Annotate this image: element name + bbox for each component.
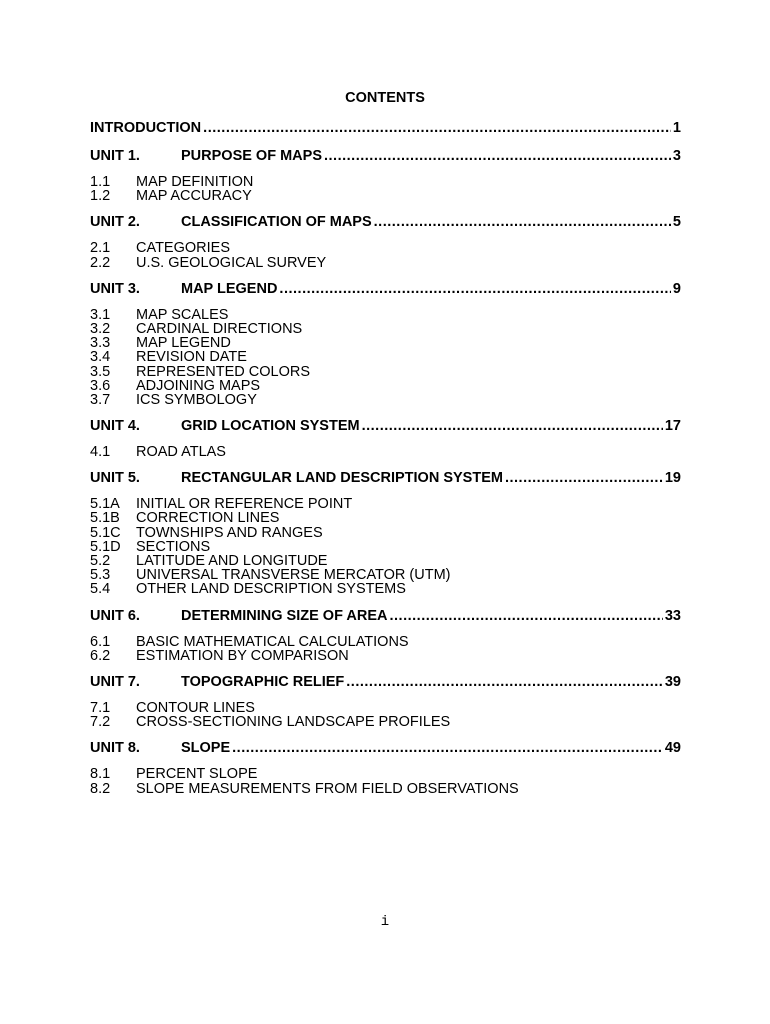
subsection-number: 4.1 [90, 444, 111, 461]
subsection-title: ICS SYMBOLOGY [136, 391, 257, 408]
toc-unit-number: UNIT 6. [90, 607, 140, 624]
subsection-title: U.S. GEOLOGICAL SURVEY [136, 254, 327, 271]
subsection-title: TOWNSHIPS AND RANGES [136, 524, 323, 541]
toc-subsection[interactable] [90, 175, 681, 189]
subsection-number: 3.6 [90, 377, 111, 394]
subsection-number: 2.1 [90, 240, 111, 257]
toc-subsection-list [90, 445, 681, 459]
toc-entry-introduction[interactable] [90, 119, 681, 137]
subsection-number: 3.4 [90, 349, 111, 366]
toc-subsection-list [90, 241, 681, 269]
subsection-number: 5.3 [90, 567, 111, 584]
toc-subsection[interactable] [90, 782, 681, 796]
toc-entry-title: MAP LEGEND [181, 280, 278, 297]
subsection-number: 3.7 [90, 391, 111, 408]
subsection-number: 1.1 [90, 174, 111, 190]
subsection-title: ESTIMATION BY COMPARISON [136, 647, 349, 664]
toc-subsection[interactable] [90, 540, 681, 554]
toc-subsection[interactable] [90, 715, 681, 729]
toc-page-number: 33 [664, 607, 681, 624]
toc-subsection-list [90, 175, 681, 203]
subsection-number: 3.2 [90, 320, 111, 337]
toc-subsection[interactable] [90, 365, 681, 379]
toc-subsection[interactable] [90, 568, 681, 582]
subsection-number: 6.2 [90, 647, 111, 664]
subsection-number: 8.1 [90, 766, 111, 783]
subsection-number: 3.5 [90, 363, 111, 380]
toc-entry-title: SLOPE [181, 740, 231, 757]
toc-subsection[interactable] [90, 189, 681, 203]
toc-page-number: 17 [664, 418, 681, 435]
subsection-title: MAP SCALES [136, 306, 229, 323]
toc-subsection[interactable] [90, 241, 681, 255]
toc-subsection[interactable] [90, 322, 681, 336]
toc-entry-unit[interactable] [90, 739, 681, 757]
toc-subsection[interactable] [90, 336, 681, 350]
subsection-title: CROSS-SECTIONING LANDSCAPE PROFILES [136, 714, 451, 731]
toc-unit-number: UNIT 5. [90, 470, 140, 487]
subsection-title: CORRECTION LINES [136, 510, 280, 527]
toc-subsection[interactable] [90, 649, 681, 663]
toc-entry-title: PURPOSE OF MAPS [181, 148, 322, 164]
toc-unit-number: UNIT 7. [90, 673, 140, 690]
toc-subsection-list [90, 635, 681, 663]
toc-page-number: 1 [672, 120, 681, 136]
dot-leader [346, 673, 663, 691]
toc-page-number: 49 [664, 740, 681, 757]
toc-subsection[interactable] [90, 701, 681, 715]
subsection-number: 5.1A [90, 496, 120, 513]
dot-leader [232, 739, 663, 757]
dot-leader [390, 607, 663, 625]
subsection-title: ROAD ATLAS [136, 444, 226, 461]
toc-subsection-list [90, 308, 681, 407]
subsection-number: 2.2 [90, 254, 111, 271]
subsection-title: SECTIONS [136, 538, 211, 555]
subsection-title: CATEGORIES [136, 240, 230, 257]
toc-subsection[interactable] [90, 393, 681, 407]
subsection-title: REVISION DATE [136, 349, 247, 366]
subsection-title: BASIC MATHEMATICAL CALCULATIONS [136, 633, 409, 650]
toc-subsection[interactable] [90, 497, 681, 511]
toc-subsection-list [90, 767, 681, 795]
toc-subsection-list [90, 701, 681, 729]
subsection-number: 8.2 [90, 780, 111, 797]
toc-subsection[interactable] [90, 635, 681, 649]
toc-page-number: 5 [672, 214, 681, 231]
dot-leader [505, 469, 663, 487]
toc-unit-number: UNIT 8. [90, 740, 140, 757]
subsection-number: 3.1 [90, 306, 111, 323]
subsection-number: 5.1C [90, 524, 121, 541]
subsection-number: 5.1B [90, 510, 120, 527]
subsection-title: UNIVERSAL TRANSVERSE MERCATOR (UTM) [136, 567, 451, 584]
dot-leader [324, 147, 671, 165]
subsection-number: 5.4 [90, 581, 111, 598]
toc-subsection[interactable] [90, 526, 681, 540]
subsection-title: MAP ACCURACY [136, 188, 252, 205]
subsection-number: 6.1 [90, 633, 111, 650]
dot-leader [279, 280, 671, 298]
subsection-title: OTHER LAND DESCRIPTION SYSTEMS [136, 581, 406, 598]
subsection-number: 5.1D [90, 538, 121, 555]
toc-subsection-list [90, 497, 681, 596]
toc-entry-title: INTRODUCTION [90, 120, 202, 136]
toc-entry-unit[interactable] [90, 213, 681, 231]
toc-subsection[interactable] [90, 511, 681, 525]
subsection-number: 7.1 [90, 699, 111, 716]
toc-unit-number: UNIT 4. [90, 418, 140, 435]
toc-subsection[interactable] [90, 582, 681, 596]
table-of-contents [90, 119, 681, 806]
toc-unit-number: UNIT 1. [90, 148, 140, 164]
contents-title: CONTENTS [345, 90, 425, 106]
toc-entry-title: CLASSIFICATION OF MAPS [181, 214, 372, 231]
toc-subsection[interactable] [90, 256, 681, 270]
subsection-title: LATITUDE AND LONGITUDE [136, 553, 328, 569]
toc-entry-title: GRID LOCATION SYSTEM [181, 418, 360, 435]
toc-entry-title: RECTANGULAR LAND DESCRIPTION SYSTEM [181, 470, 503, 487]
toc-entry-title: TOPOGRAPHIC RELIEF [181, 673, 345, 690]
toc-unit-number: UNIT 3. [90, 280, 140, 297]
page-footer-number: i [380, 914, 390, 930]
subsection-title: CARDINAL DIRECTIONS [136, 320, 303, 337]
dot-leader [362, 417, 663, 435]
toc-entry-unit[interactable] [90, 607, 681, 625]
toc-entry-unit[interactable] [90, 469, 681, 487]
toc-page-number: 39 [664, 673, 681, 690]
toc-entry-unit[interactable] [90, 673, 681, 691]
subsection-title: MAP DEFINITION [136, 174, 254, 190]
subsection-number: 7.2 [90, 714, 111, 731]
subsection-title: REPRESENTED COLORS [136, 363, 311, 380]
toc-entry-unit[interactable] [90, 147, 681, 165]
subsection-title: CONTOUR LINES [136, 699, 255, 716]
toc-subsection[interactable] [90, 554, 681, 568]
toc-unit-number: UNIT 2. [90, 214, 140, 231]
subsection-title: ADJOINING MAPS [136, 377, 261, 394]
subsection-title: MAP LEGEND [136, 335, 231, 352]
toc-page-number: 3 [672, 148, 681, 164]
dot-leader [374, 213, 671, 231]
toc-subsection[interactable] [90, 379, 681, 393]
toc-entry-unit[interactable] [90, 417, 681, 435]
toc-subsection[interactable] [90, 767, 681, 781]
subsection-title: PERCENT SLOPE [136, 766, 258, 783]
dot-leader [203, 119, 671, 137]
toc-page-number: 19 [664, 470, 681, 487]
toc-page-number: 9 [672, 280, 681, 297]
subsection-number: 1.2 [90, 188, 111, 205]
toc-entry-unit[interactable] [90, 280, 681, 298]
subsection-title: SLOPE MEASUREMENTS FROM FIELD OBSERVATIONS [136, 780, 519, 797]
toc-entry-title: DETERMINING SIZE OF AREA [181, 607, 388, 624]
toc-subsection[interactable] [90, 350, 681, 364]
subsection-number: 5.2 [90, 553, 111, 569]
subsection-title: INITIAL OR REFERENCE POINT [136, 496, 353, 513]
toc-subsection[interactable] [90, 445, 681, 459]
toc-subsection[interactable] [90, 308, 681, 322]
subsection-number: 3.3 [90, 335, 111, 352]
